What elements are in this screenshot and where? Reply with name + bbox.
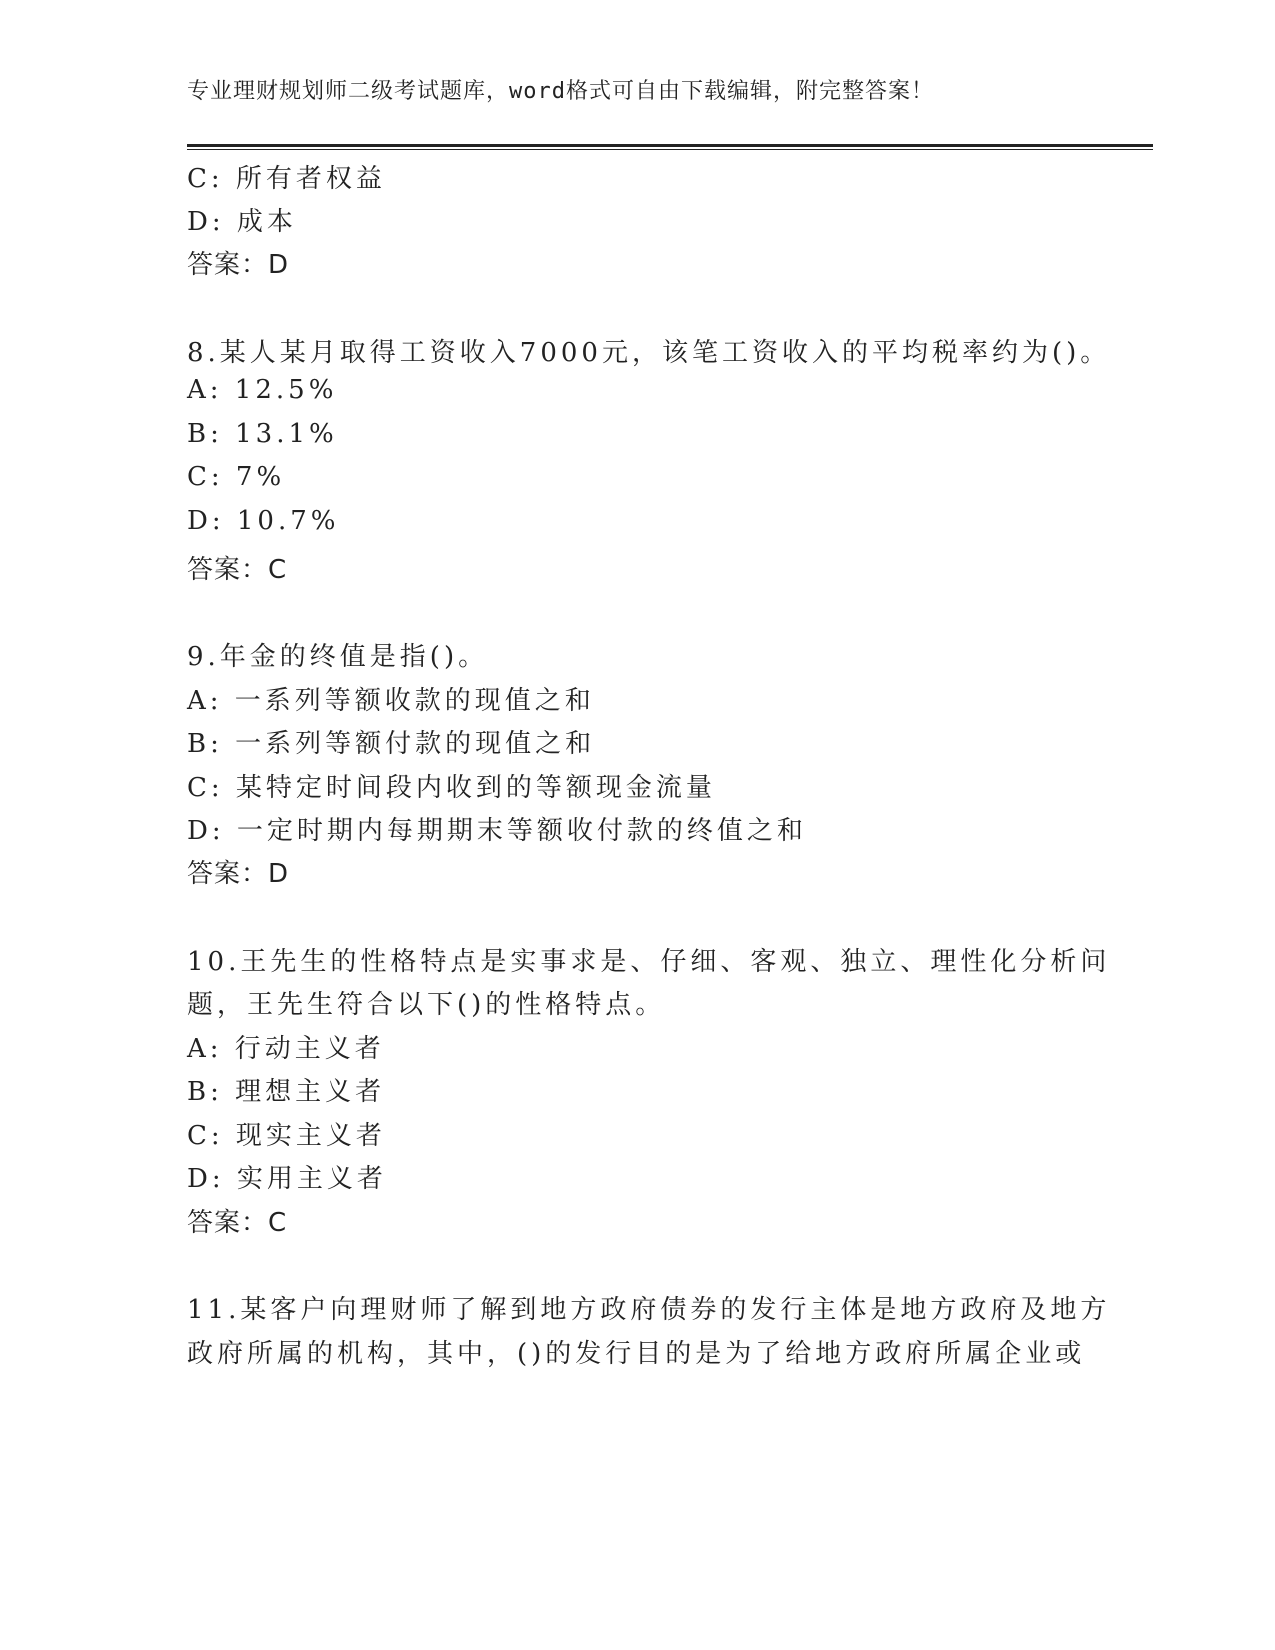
option-line: C: 某特定时间段内收到的等额现金流量 <box>187 773 716 803</box>
question-line: 11.某客户向理财师了解到地方政府债券的发行主体是地方政府及地方 <box>187 1295 1111 1325</box>
option-line: D: 10.7% <box>187 506 340 536</box>
question-line: 10.王先生的性格特点是实事求是、仔细、客观、独立、理性化分析问 <box>187 947 1111 977</box>
option-line: A: 12.5% <box>187 375 338 405</box>
answer-line: 答案：C <box>187 1208 288 1238</box>
page-header: 专业理财规划师二级考试题库，word格式可自由下载编辑，附完整答案！ <box>187 79 934 104</box>
answer-line: 答案：D <box>187 859 290 889</box>
question-line: 题，王先生符合以下()的性格特点。 <box>187 990 666 1020</box>
option-line: B: 理想主义者 <box>187 1077 386 1107</box>
option-line: B: 一系列等额付款的现值之和 <box>187 729 596 759</box>
option-line: C: 7% <box>187 462 286 492</box>
header-rule-thin <box>187 149 1153 150</box>
question-line: 9.年金的终值是指()。 <box>187 642 489 672</box>
question-line: 8.某人某月取得工资收入7000元，该笔工资收入的平均税率约为()。 <box>187 338 1111 368</box>
question-line: 政府所属的机构，其中，()的发行目的是为了给地方政府所属企业或 <box>187 1339 1086 1369</box>
option-line: C: 现实主义者 <box>187 1121 386 1151</box>
header-rule-thick <box>187 144 1153 147</box>
option-line: A: 行动主义者 <box>187 1034 385 1064</box>
option-line: D: 成本 <box>187 207 297 237</box>
option-line: A: 一系列等额收款的现值之和 <box>187 686 595 716</box>
answer-line: 答案：C <box>187 555 288 585</box>
option-line: B: 13.1% <box>187 419 338 449</box>
option-line: C: 所有者权益 <box>187 164 386 194</box>
answer-line: 答案：D <box>187 250 290 280</box>
option-line: D: 实用主义者 <box>187 1164 387 1194</box>
option-line: D: 一定时期内每期期末等额收付款的终值之和 <box>187 816 807 846</box>
